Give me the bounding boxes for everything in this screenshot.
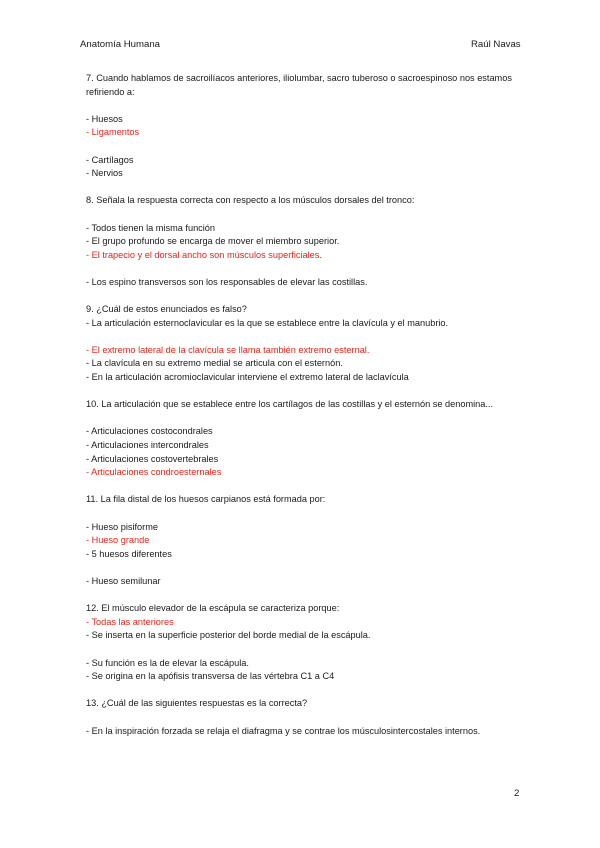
answer-option: - El grupo profundo se encarga de mover el miembro superior.: [86, 236, 340, 247]
answer-option: - Hueso semilunar: [86, 575, 161, 586]
answer-option: - Cartílagos: [86, 154, 134, 165]
header-author: Raúl Navas: [471, 39, 521, 50]
correct-answer: - Ligamentos: [86, 127, 140, 138]
question-12: 12. El músculo elevador de la escápula se caracteriza porque:: [86, 603, 340, 614]
correct-answer: - El extremo lateral de la clavícula se llama también extremo esternal.: [86, 344, 370, 355]
answer-option: - Huesos: [86, 113, 123, 124]
page-number: 2: [514, 788, 520, 799]
document-body: [86, 72, 526, 738]
question-7: 7. Cuando hablamos de sacroilíacos anteriores, iliolumbar, sacro tuberoso o sacroespinoso nos estamos refiriendo a:: [86, 73, 512, 97]
correct-answer: - El trapecio y el dorsal ancho son músculos superficiales.: [86, 249, 322, 260]
question-9: 9. ¿Cuál de estos enunciados es falso?: [86, 304, 247, 315]
answer-option: - La articulación esternoclavicular es la que se establece entre la clavícula y el manubrio.: [86, 317, 449, 328]
answer-option: - Se origina en la apófisis transversa de las vértebra C1 a C4: [86, 671, 335, 682]
answer-option: - 5 huesos diferentes: [86, 548, 172, 559]
correct-answer: - Hueso grande: [86, 535, 150, 546]
answer-option: - Los espino transversos son los responsables de elevar las costillas.: [86, 276, 368, 287]
answer-option: - Articulaciones costocondrales: [86, 426, 213, 437]
answer-option: - Se inserta en la superficie posterior del borde medial de la escápula.: [86, 630, 371, 641]
answer-option: - En la articulación acromioclavicular interviene el extremo lateral de laclavícula: [86, 372, 409, 383]
answer-option: - Su función es la de elevar la escápula.: [86, 657, 249, 668]
correct-answer: - Todas las anteriores: [86, 616, 174, 627]
answer-option: - En la inspiración forzada se relaja el diafragma y se contrae los músculosintercostales internos.: [86, 725, 481, 736]
answer-option: - Todos tienen la misma función: [86, 222, 216, 233]
answer-option: - Articulaciones intercondrales: [86, 440, 209, 451]
answer-option: - Nervios: [86, 168, 123, 179]
question-10: 10. La articulación que se establece entre los cartílagos de las costillas y el esternón se denomina...: [86, 399, 494, 410]
question-11: 11. La fila distal de los huesos carpianos está formada por:: [86, 494, 326, 505]
correct-answer: - Articulaciones condroesternales: [86, 467, 222, 478]
header-title: Anatomía Humana: [80, 39, 160, 50]
answer-option: - Hueso pisiforme: [86, 521, 158, 532]
question-13: 13. ¿Cuál de las siguientes respuestas es la correcta?: [86, 698, 308, 709]
answer-option: - Articulaciones costovertebrales: [86, 453, 219, 464]
answer-option: - La clavícula en su extremo medial se articula con el esternón.: [86, 358, 343, 369]
question-8: 8. Señala la respuesta correcta con respecto a los músculos dorsales del tronco:: [86, 195, 415, 206]
